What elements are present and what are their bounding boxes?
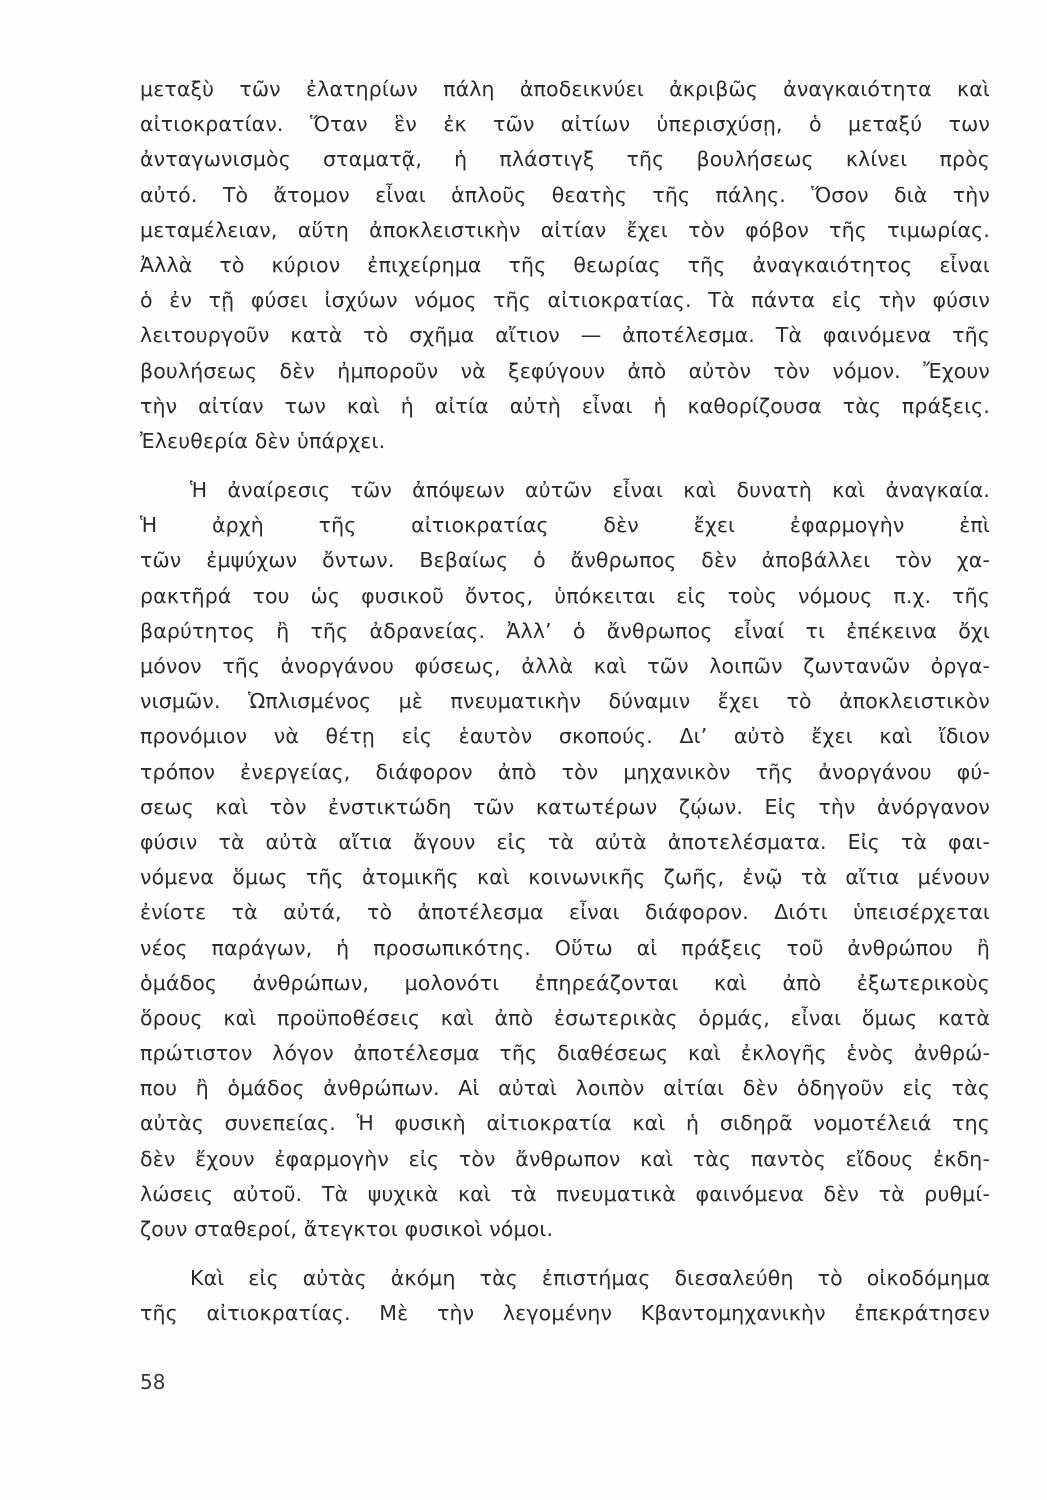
text-line: που ἢ ὁμάδος ἀνθρώπων. Αἱ αὐταὶ λοιπὸν αἰτίαι δὲν ὁδηγοῦν εἰς τὰς [140,1076,990,1101]
text-line: ἐνίοτε τὰ αὐτά, τὸ ἀποτέλεσμα εἶναι διάφορον. Διότι ὑπεισέρχεται [140,900,990,925]
paragraph [140,1261,990,1331]
text-line: Ἡ ἀναίρεσις τῶν ἀπόψεων αὐτῶν εἶναι καὶ δυνατὴ καὶ ἀναγκαία. [190,478,990,503]
page-number: 58 [140,1370,166,1394]
text-line: ἀνταγωνισμὸς σταματᾷ, ἡ πλάστιγξ τῆς βουλήσεως κλίνει πρὸς [140,147,990,172]
text-line: προνόμιον νὰ θέτῃ εἰς ἑαυτὸν σκοπούς. Δι’ αὐτὸ ἔχει καὶ ἴδιον [140,724,990,749]
text-line: αὐτὰς συνεπείας. Ἡ φυσικὴ αἰτιοκρατία καὶ ἡ σιδηρᾶ νομοτέλειά της [140,1111,990,1136]
text-line: λειτουργοῦν κατὰ τὸ σχῆμα αἴτιον — ἀποτέλεσμα. Τὰ φαινόμενα τῆς [140,323,990,348]
text-line: ὅρους καὶ προϋποθέσεις καὶ ἀπὸ ἐσωτερικὰς ὁρμάς, εἶναι ὅμως κατὰ [140,1005,990,1030]
text-line: Ἀλλὰ τὸ κύριον ἐπιχείρημα τῆς θεωρίας τῆς ἀναγκαιότητος εἶναι [140,252,990,277]
text-line: νισμῶν. Ὡπλισμένος μὲ πνευματικὴν δύναμιν ἔχει τὸ ἀποκλειστικὸν [140,689,990,714]
text-line: βαρύτητος ἢ τῆς ἀδρανείας. Ἀλλ’ ὁ ἄνθρωπος εἶναί τι ἐπέκεινα ὄχι [140,618,990,643]
body-text [140,72,990,1332]
text-line: φύσιν τὰ αὐτὰ αἴτια ἄγουν εἰς τὰ αὐτὰ ἀποτελέσματα. Εἰς τὰ φαι- [140,829,990,854]
text-line: βουλήσεως δὲν ἠμποροῦν νὰ ξεφύγουν ἀπὸ αὐτὸν τὸν νόμον. Ἔχουν [140,358,990,383]
text-line: μόνον τῆς ἀνοργάνου φύσεως, ἀλλὰ καὶ τῶν λοιπῶν ζωντανῶν ὀργα- [140,654,990,678]
text-line: ὁ ἐν τῇ φύσει ἰσχύων νόμος τῆς αἰτιοκρατίας. Τὰ πάντα εἰς τὴν φύσιν [140,288,990,313]
text-line: αὐτό. Τὸ ἄτομον εἶναι ἁπλοῦς θεατὴς τῆς πάλης. Ὅσον διὰ τὴν [140,182,990,207]
text-line: Καὶ εἰς αὐτὰς ἀκόμη τὰς ἐπιστήμας διεσαλεύθη τὸ οἰκοδόμημα [190,1266,990,1291]
text-line: νέος παράγων, ἡ προσωπικότης. Οὕτω αἱ πράξεις τοῦ ἀνθρώπου ἢ [140,935,990,960]
text-line: τὴν αἰτίαν των καὶ ἡ αἰτία αὐτὴ εἶναι ἡ καθορίζουσα τὰς πράξεις. [140,393,990,418]
text-line: Ἐλευθερία δὲν ὑπάρχει. [140,428,386,453]
text-line: σεως καὶ τὸν ἐνστικτώδη τῶν κατωτέρων ζῴων. Εἰς τὴν ἀνόργανον [140,794,990,819]
paragraph [140,473,990,1247]
text-line: τῆς αἰτιοκρατίας. Μὲ τὴν λεγομένην Κβαντομηχανικὴν ἐπεκράτησεν [140,1301,990,1326]
text-line: τρόπον ἐνεργείας, διάφορον ἀπὸ τὸν μηχανικὸν τῆς ἀνοργάνου φύ- [140,759,990,784]
text-line: λώσεις αὐτοῦ. Τὰ ψυχικὰ καὶ τὰ πνευματικὰ φαινόμενα δὲν τὰ ρυθμί- [140,1181,990,1206]
text-line: Ἡ ἀρχὴ τῆς αἰτιοκρατίας δὲν ἔχει ἐφαρμογὴν ἐπὶ [140,513,990,538]
text-line: δὲν ἔχουν ἐφαρμογὴν εἰς τὸν ἄνθρωπον καὶ τὰς παντὸς εἴδους ἐκδη- [140,1146,990,1171]
text-line: αἰτιοκρατίαν. Ὅταν ἓν ἐκ τῶν αἰτίων ὑπερισχύσῃ, ὁ μεταξύ των [140,112,990,137]
text-line: πρώτιστον λόγον ἀποτέλεσμα τῆς διαθέσεως καὶ ἐκλογῆς ἑνὸς ἀνθρώ- [140,1041,990,1066]
paragraph [140,72,990,459]
text-line: τῶν ἐμψύχων ὄντων. Βεβαίως ὁ ἄνθρωπος δὲν ἀποβάλλει τὸν χα- [140,548,990,573]
text-line: ὁμάδος ἀνθρώπων, μολονότι ἐπηρεάζονται καὶ ἀπὸ ἐξωτερικοὺς [140,970,990,995]
text-line: ζουν σταθεροί, ἄτεγκτοι φυσικοὶ νόμοι. [140,1217,554,1241]
text-line: μεταμέλειαν, αὕτη ἀποκλειστικὴν αἰτίαν ἔχει τὸν φόβον τῆς τιμωρίας. [140,217,990,242]
text-line: μεταξὺ τῶν ἐλατηρίων πάλη ἀποδεικνύει ἀκριβῶς ἀναγκαιότητα καὶ [140,77,990,101]
text-line: ρακτῆρά του ὡς φυσικοῦ ὄντος, ὑπόκειται εἰς τοὺς νόμους π.χ. τῆς [140,583,990,608]
text-line: νόμενα ὅμως τῆς ἀτομικῆς καὶ κοινωνικῆς ζωῆς, ἐνῷ τὰ αἴτια μένουν [140,865,990,890]
